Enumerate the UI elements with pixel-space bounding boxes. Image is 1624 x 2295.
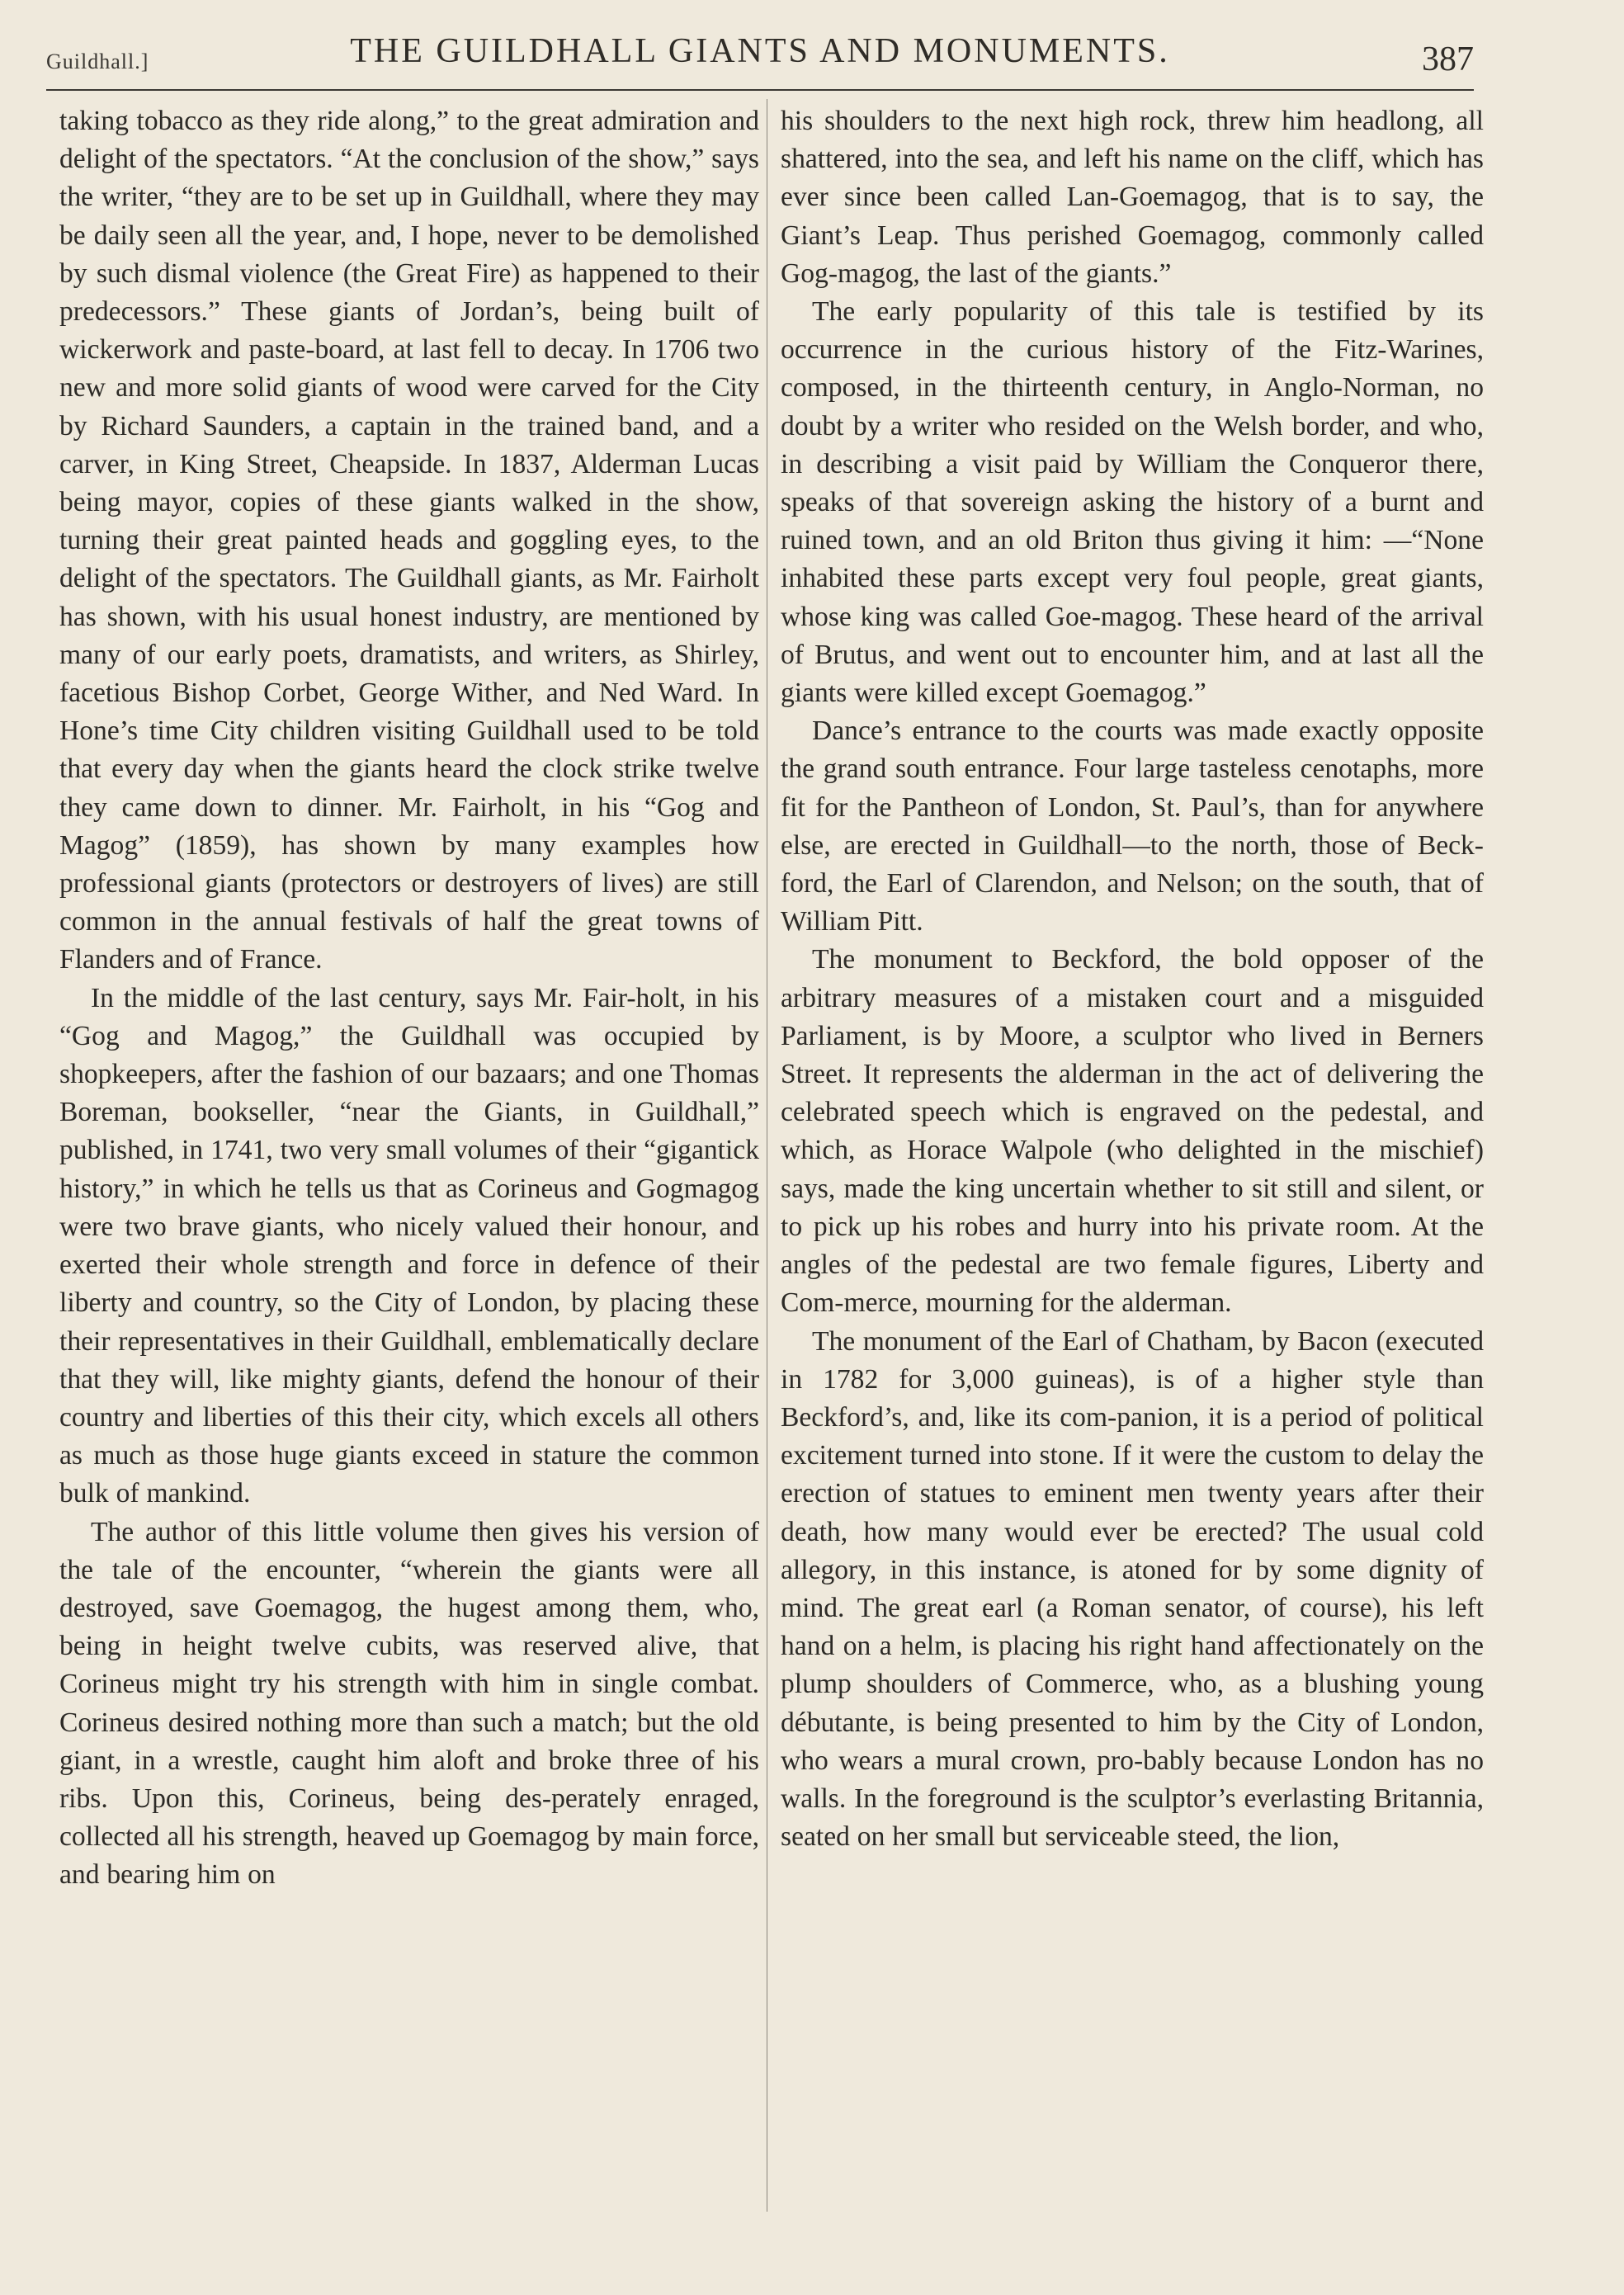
left-paragraph-1: taking tobacco as they ride along,” to the great admiration and delight of the spectators. “At the conclusion of the show,” says the writer, “they are to be set up in Guildhall, where they may be daily seen all the year, and, I hope, never to be demolished by such dismal violence (the Great Fire) as happened to their predecessors.” These giants of Jordan’s, being built of wickerwork and paste-board, at last fell to decay. In 1706 two new and more solid giants of wood were carved for the City by Richard Saunders, a captain in the trained band, and a carver, in King Street, Cheapside. In 1837, Alderman Lucas being mayor, copies of these giants walked in the show, turning their great painted heads and goggling eyes, to the delight of the spectators. The Guildhall giants, as Mr. Fairholt has shown, with his usual honest industry, are mentioned by many of our early poets, dramatists, and writers, as Shirley, facetious Bishop Corbet, George Wither, and Ned Ward. In Hone’s time City children visiting Guildhall used to be told that every day when the giants heard the clock strike twelve they came down to dinner. Mr. Fairholt, in his “Gog and Magog” (1859), has shown by many examples how professional giants (protectors or destroyers of lives) are still common in the annual festivals of half the great towns of Flanders and of France. [59,106,759,975]
left-paragraph-2: In the middle of the last century, says Mr. Fair-holt, in his “Gog and Magog,” the Guildhall was occupied by shopkeepers, after the fashion of our bazaars; and one Thomas Boreman, bookseller, “near the Giants, in Guildhall,” published, in 1741, two very small volumes of their “gigantick history,” in which he tells us that as Corineus and Gogmagog were two brave giants, who nicely valued their honour, and exerted their whole strength and force in defence of their liberty and country, so the City of London, by placing these their representatives in their Guildhall, emblematically declare that they will, like mighty giants, defend the honour of their country and liberties of this their city, which excels all others as much as those huge giants exceed in stature the common bulk of mankind. [59,982,759,1509]
right-paragraph-3: Dance’s entrance to the courts was made exactly opposite the grand south entrance. Four large tasteless cenotaphs, more fit for the Pantheon of London, St. Paul’s, than for anywhere else, are erected in Guildhall—to the north, those of Beck-ford, the Earl of Clarendon, and Nelson; on the south, that of William Pitt. [781,715,1484,937]
page-title: THE GUILDHALL GIANTS AND MONUMENTS. [350,32,1170,70]
left-column [59,102,759,1895]
right-paragraph-2: The early popularity of this tale is testified by its occurrence in the curious history of the Fitz-Warines, composed, in the thirteenth century, in Anglo-Norman, no doubt by a writer who resided on the Welsh border, and who, in describing a visit paid by William the Conqueror there, speaks of that sovereign asking the history of a burnt and ruined town, and an old Briton thus giving it him: —“None inhabited these parts except very foul people, great giants, whose king was called Goe-magog. These heard of the arrival of Brutus, and went out to encounter him, and at last all the giants were killed except Goemagog.” [781,296,1484,709]
right-paragraph-4: The monument to Beckford, the bold opposer of the arbitrary measures of a mistaken court and a misguided Parliament, is by Moore, a sculptor who lived in Berners Street. It represents the alderman in the act of delivering the celebrated speech which is engraved on the pedestal, and which, as Horace Walpole (who delighted in the mischief) says, made the king uncertain whether to sit still and silent, or to pick up his robes and hurry into his private room. At the angles of the pedestal are two female figures, Liberty and Com-merce, mourning for the alderman. [781,944,1484,1319]
right-column [781,102,1484,1856]
running-head: Guildhall.] [46,50,149,73]
page-header [46,30,1474,87]
right-paragraph-1: his shoulders to the next high rock, threw him headlong, all shattered, into the sea, and left his name on the cliff, which has ever since been called Lan-Goemagog, that is to say, the Giant’s Leap. Thus perished Goemagog, commonly called Gog-magog, the last of the giants.” [781,106,1484,289]
right-paragraph-5: The monument of the Earl of Chatham, by Bacon (executed in 1782 for 3,000 guineas), is of a higher style than Beckford’s, and, like its com-panion, it is a period of political excitement turned into stone. If it were the custom to delay the erection of statues to eminent men twenty years after their death, how many would ever be erected? The usual cold allegory, in this instance, is atoned for by some dignity of mind. The great earl (a Roman senator, of course), his left hand on a helm, is placing his right hand affectionately on the plump shoulders of Commerce, who, as a blushing young débutante, is being presented to him by the City of London, who wears a mural crown, pro-bably because London has no walls. In the foreground is the sculptor’s everlasting Britannia, seated on her small but serviceable steed, the lion, [781,1325,1484,1853]
page-number: 387 [1422,40,1474,78]
left-paragraph-3: The author of this little volume then gives his version of the tale of the encounter, “wherein the giants were all destroyed, save Goemagog, the hugest among them, who, being in height twelve cubits, was reserved alive, that Corineus might try his strength with him in single combat. Corineus desired nothing more than such a match; but the old giant, in a wrestle, caught him aloft and broke three of his ribs. Upon this, Corineus, being des-perately enraged, collected all his strength, heaved up Goemagog by main force, and bearing him on [59,1516,759,1891]
header-rule [46,89,1474,91]
